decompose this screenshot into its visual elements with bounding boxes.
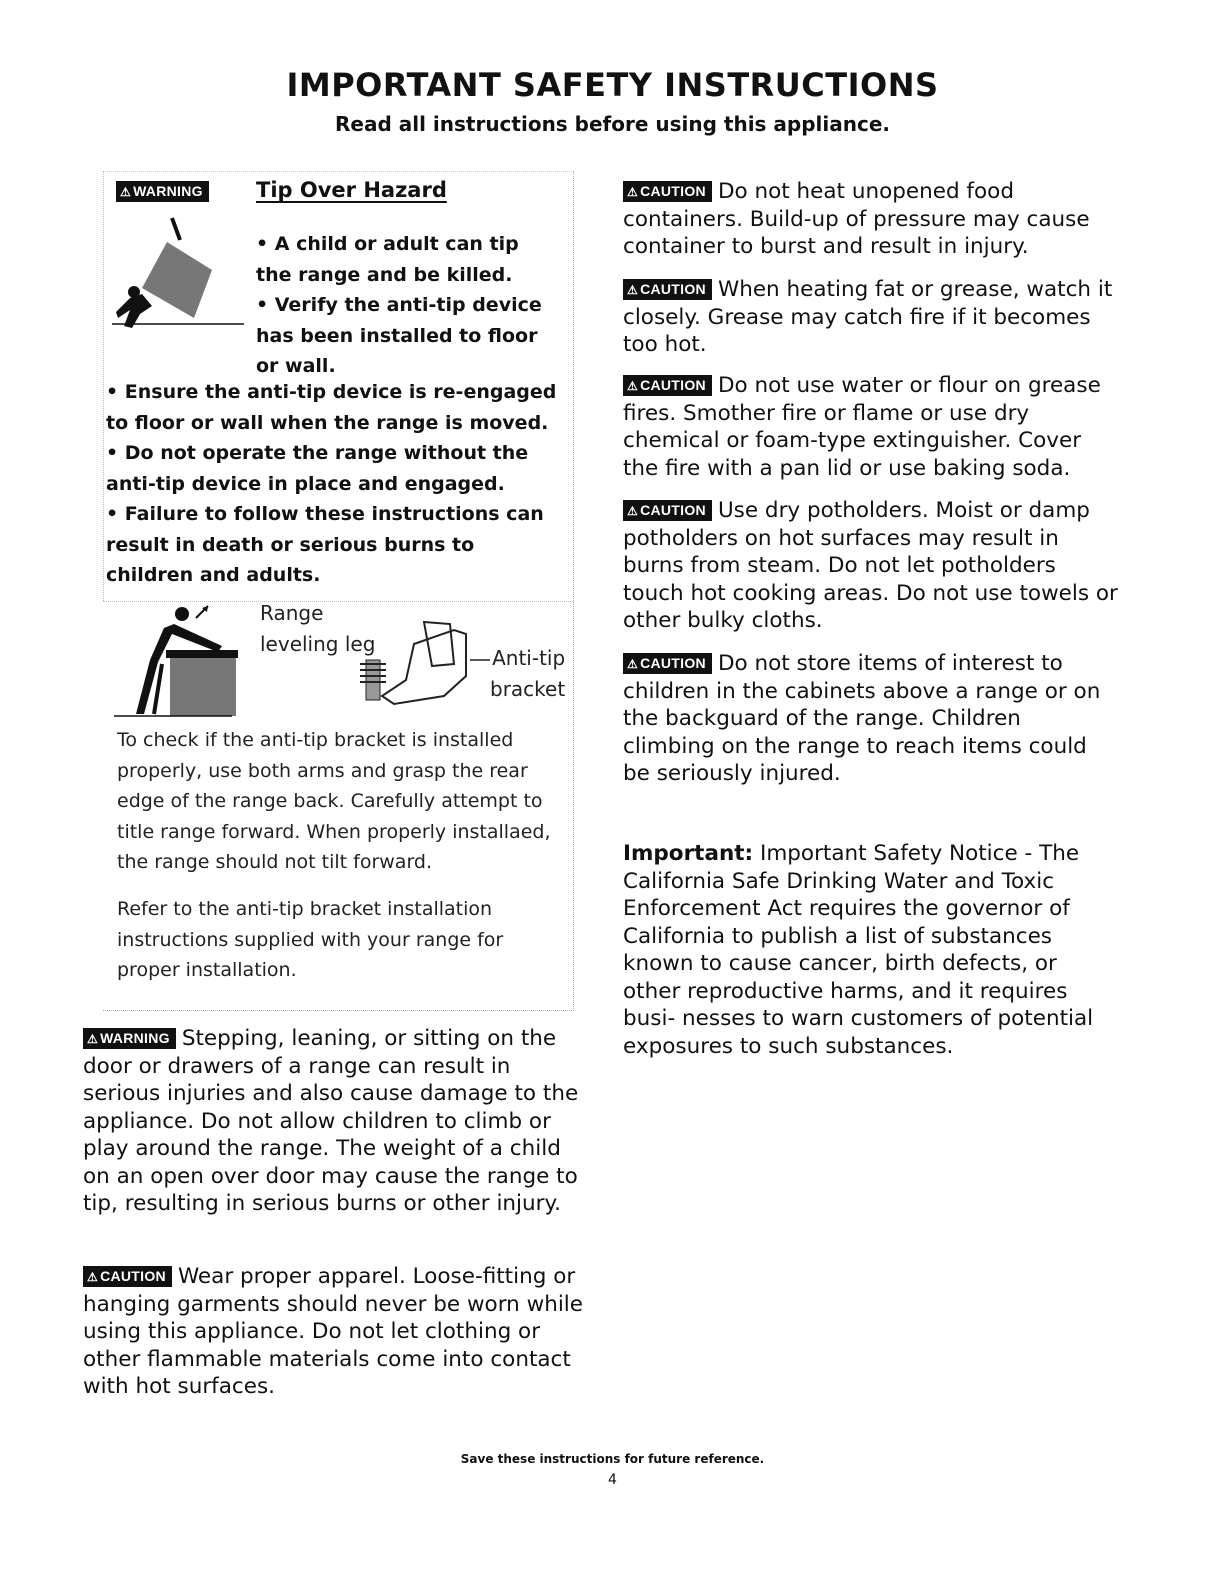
caution-badge: ⚠ CAUTION [623, 279, 712, 300]
warning-badge: ⚠ WARNING [116, 181, 209, 202]
bullet-verify: • Verify the anti-tip device has been installed to floor or wall. [256, 294, 542, 377]
check-bracket-text: To check if the anti-tip bracket is installed properly, use both arms and grasp the rear edge of the range back. Carefully attempt to title range forward. When properly installaed, the range should not tilt forward. [117, 729, 551, 873]
caution-potholders: ⚠ CAUTION Use dry potholders. Moist or damp potholders on hot surfaces may result in burns from steam. Do not let potholders touch hot cooking areas. Do not use towels or other bulky cloths. [623, 498, 1118, 633]
page-title: IMPORTANT SAFETY INSTRUCTIONS [286, 66, 939, 104]
caution-fat-grease: ⚠ CAUTION When heating fat or grease, watch it closely. Grease may catch fire if it becomes too hot. [623, 277, 1113, 357]
caution-badge: ⚠ CAUTION [623, 500, 712, 521]
bullet-failure: • Failure to follow these instructions can result in death or serious burns to children and adults. [106, 503, 544, 586]
tip-over-warning [116, 181, 215, 202]
caution-badge: ⚠ CAUTION [623, 375, 712, 396]
bullet-do-not-operate: • Do not operate the range without the anti-tip device in place and engaged. [106, 442, 529, 495]
page-number: 4 [608, 1472, 617, 1488]
caution-badge: ⚠ CAUTION [83, 1266, 172, 1287]
warning-triangle-icon: ⚠ [627, 185, 639, 199]
warning-triangle-icon: ⚠ [627, 657, 639, 671]
tip-over-box-left-border [103, 171, 104, 601]
anti-tip-bracket-label: Anti-tip bracket [490, 646, 566, 701]
tip-over-illustration [112, 210, 247, 330]
tipping-range-shape [142, 242, 212, 318]
refer-installation-text: Refer to the anti-tip bracket installation instructions supplied with your range for proper installation. [117, 898, 504, 981]
range-leveling-leg-label: Range leveling leg [260, 601, 376, 656]
apparel-caution: ⚠ CAUTION Wear proper apparel. Loose-fitting or hanging garments should never be worn while using this appliance. Do not let clothing or other flammable materials come into contact with hot surfaces. [83, 1264, 584, 1399]
warning-badge: ⚠ WARNING [83, 1028, 176, 1049]
warning-triangle-icon: ⚠ [627, 379, 639, 393]
bullet-tip: • A child or adult can tip the range and be killed. [256, 233, 519, 286]
tip-over-bottom-bullets [106, 377, 566, 591]
tip-over-heading: Tip Over Hazard [256, 178, 447, 202]
warning-triangle-icon: ⚠ [627, 283, 639, 297]
page-subtitle: Read all instructions before using this appliance. [334, 112, 891, 136]
warning-triangle-icon: ⚠ [87, 1270, 99, 1284]
caution-items-of-interest: ⚠ CAUTION Do not store items of interest to children in the cabinets above a range or on the backguard of the range. Children climbing on the range to reach items could be seriously injured. [623, 651, 1101, 786]
warning-triangle-icon: ⚠ [627, 504, 639, 518]
important-notice: Important: Important Safety Notice - The California Safe Drinking Water and Toxic Enforcement Act requires the governor of California to publish a list of substances known to cause cancer, birth defects, or other reproductive harms, and it requires busi- nesses to warn customers of potential exposures to such substances. [623, 841, 1094, 1059]
stepping-warning: ⚠ WARNING Stepping, leaning, or sitting on the door or drawers of a range can result in serious injuries and also cause damage to the appliance. Do not allow children to climb or play around the range. The weight of a child on an open over door may cause the range to tip, resulting in serious burns or other injury. [83, 1026, 579, 1216]
caution-unopened-containers: ⚠ CAUTION Do not heat unopened food containers. Build-up of pressure may cause container to burst and result in injury. [623, 179, 1090, 259]
tip-over-top-bullets [256, 229, 556, 382]
warning-triangle-icon: ⚠ [87, 1032, 99, 1046]
important-label: Important: [623, 841, 754, 866]
caution-grease-fires: ⚠ CAUTION Do not use water or flour on grease fires. Smother fire or flame or use dry chemical or foam-type extinguisher. Cover the fire with a pan lid or use baking soda. [623, 373, 1101, 481]
footer-save-text: Save these instructions for future reference. [460, 1452, 765, 1466]
caution-badge: ⚠ CAUTION [623, 181, 712, 202]
bullet-ensure: • Ensure the anti-tip device is re-engaged to floor or wall when the range is moved. [106, 381, 557, 434]
warning-triangle-icon: ⚠ [120, 185, 132, 199]
caution-badge: ⚠ CAUTION [623, 653, 712, 674]
